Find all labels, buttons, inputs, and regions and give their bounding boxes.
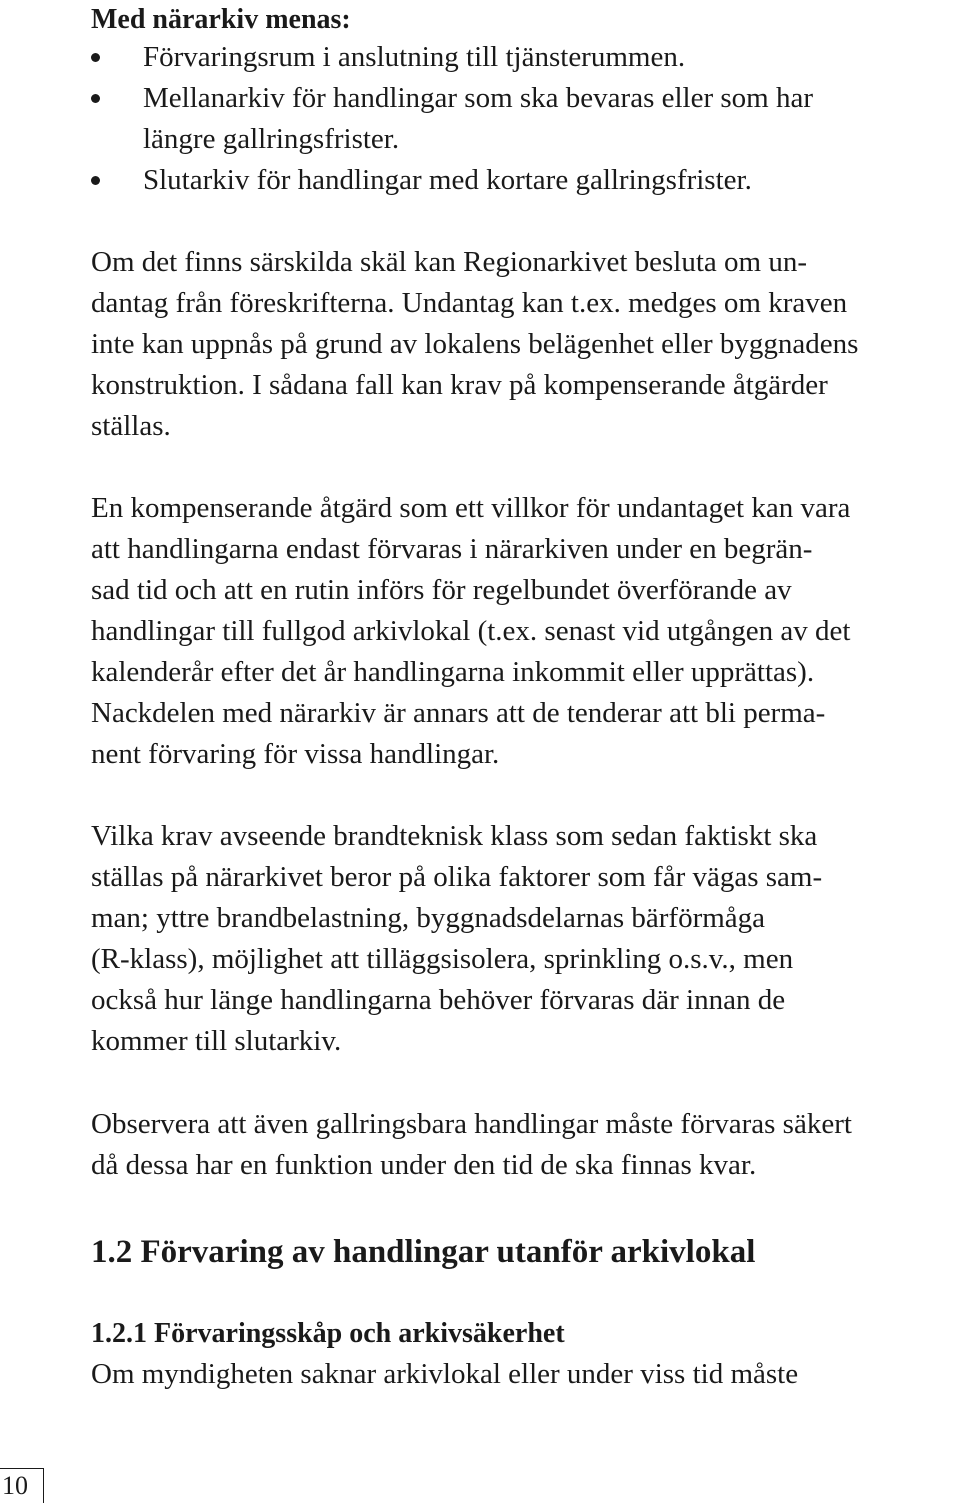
paragraph-line: (R-klass), möjlighet att tilläggsisolera, sprinkling o.s.v., men [91, 943, 794, 975]
paragraph-fire-requirements [91, 816, 960, 1062]
paragraph-line: att handlingarna endast förvaras i närarkiven under en begrän- [91, 533, 813, 565]
paragraph-line: ställas. [91, 410, 171, 442]
bullet-dot-icon [91, 53, 100, 62]
paragraph-line: dantag från föreskrifterna. Undantag kan t.ex. medges om kraven [91, 287, 848, 319]
paragraph-line: då dessa har en funktion under den tid de ska finnas kvar. [91, 1149, 757, 1181]
paragraph-line: nent förvaring för vissa handlingar. [91, 738, 500, 770]
paragraph-line: kalenderår efter det år handlingarna inkommit eller upprättas). [91, 656, 815, 688]
paragraph-observe [91, 1104, 960, 1186]
paragraph-compensating-measure [91, 488, 960, 775]
paragraph-line: kommer till slutarkiv. [91, 1025, 342, 1057]
bullet-item [91, 78, 960, 160]
paragraph-line: Om det finns särskilda skäl kan Regionarkivet besluta om un- [91, 246, 807, 278]
paragraph-line: Observera att även gallringsbara handlingar måste förvaras säkert [91, 1108, 852, 1140]
paragraph-line: handlingar till fullgod arkivlokal (t.ex. senast vid utgången av det [91, 615, 851, 647]
paragraph-line: sad tid och att en rutin införs för regelbundet överförande av [91, 574, 792, 606]
bullet-dot-icon [91, 94, 100, 103]
paragraph-line: Vilka krav avseende brandteknisk klass som sedan faktiskt ska [91, 820, 818, 852]
paragraph-exceptions [91, 242, 960, 447]
bullet-line: längre gallringsfrister. [143, 123, 400, 155]
paragraph-line: inte kan uppnås på grund av lokalens belägenhet eller byggnadens [91, 328, 859, 360]
bullet-line: Mellanarkiv för handlingar som ska bevaras eller som har [143, 82, 814, 114]
paragraph-line: Nackdelen med närarkiv är annars att de tenderar att bli perma- [91, 697, 826, 729]
heading-1-2-1: 1.2.1 Förvaringsskåp och arkivsäkerhet [91, 1318, 565, 1349]
paragraph-line: också hur länge handlingarna behöver förvaras där innan de [91, 984, 786, 1016]
paragraph-line: Om myndigheten saknar arkivlokal eller under viss tid måste [91, 1358, 799, 1390]
bullet-line: Slutarkiv för handlingar med kortare gallringsfrister. [143, 164, 752, 196]
bullet-item [91, 160, 960, 201]
bullet-item [91, 37, 960, 78]
page-number: 10 [0, 1468, 44, 1503]
heading-1-2: 1.2 Förvaring av handlingar utanför arkivlokal [91, 1234, 756, 1270]
paragraph-line: En kompenserande åtgärd som ett villkor för undantaget kan vara [91, 492, 851, 524]
bullet-dot-icon [91, 176, 100, 185]
section-heading: Med närarkiv menas: [91, 4, 351, 35]
paragraph-line: man; yttre brandbelastning, byggnadsdelarnas bärförmåga [91, 902, 766, 934]
bullet-line: Förvaringsrum i anslutning till tjänsterummen. [143, 41, 686, 73]
bullet-list [91, 37, 960, 201]
paragraph-final [91, 1354, 960, 1395]
paragraph-line: ställas på närarkivet beror på olika faktorer som får vägas sam- [91, 861, 823, 893]
paragraph-line: konstruktion. I sådana fall kan krav på kompenserande åtgärder [91, 369, 828, 401]
